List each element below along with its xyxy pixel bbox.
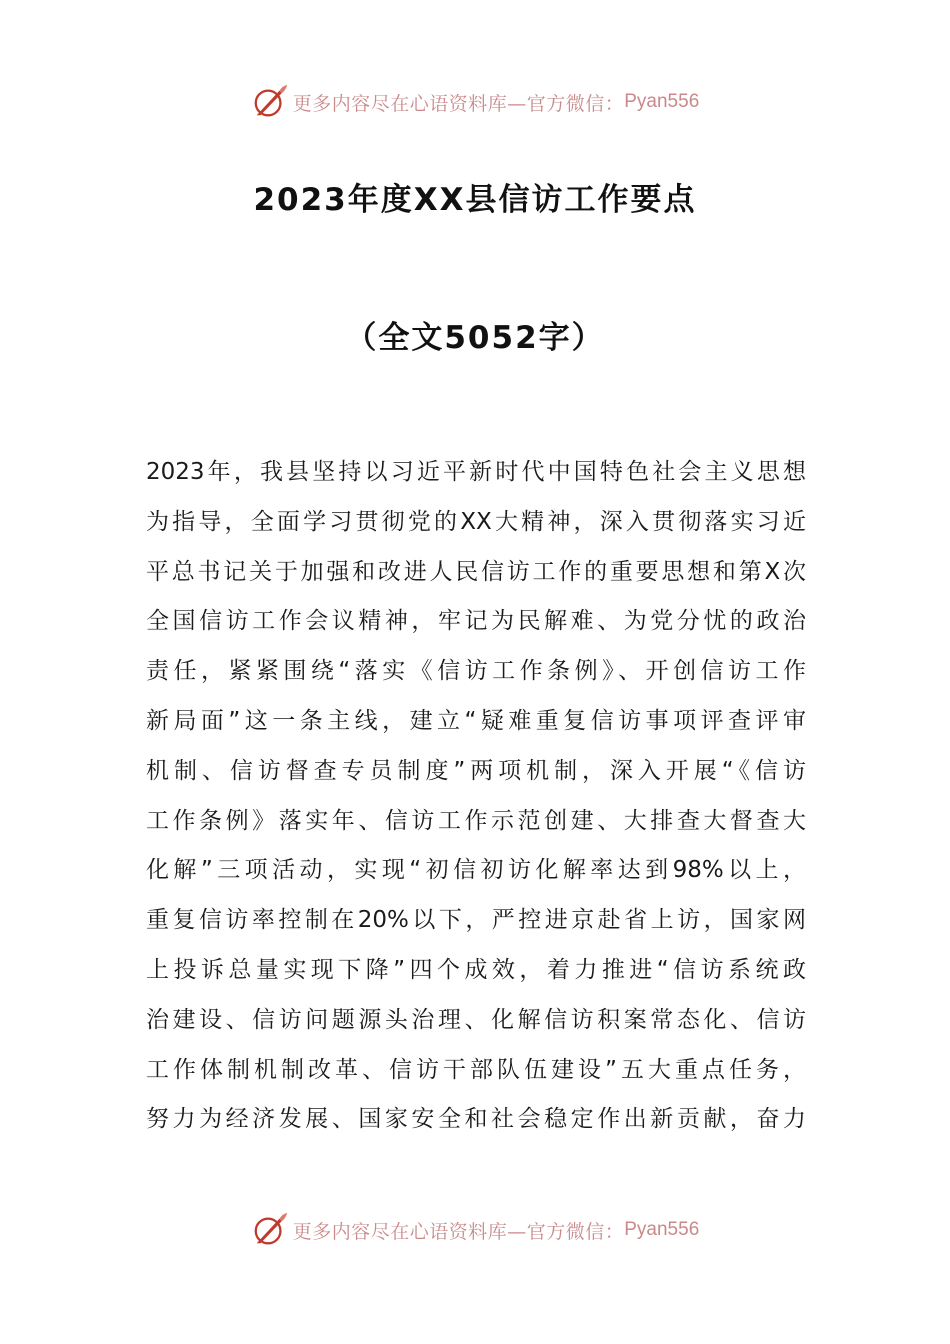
document-title: 2023年度XX县信访工作要点 <box>253 182 697 218</box>
watermark-wechat-id: Pyan556 <box>624 1219 700 1240</box>
body-line: 重复信访率控制在20%以下，严控进京赴省上访，国家网 <box>146 907 806 934</box>
body-line: 平总书记关于加强和改进人民信访工作的重要思想和第X次 <box>146 558 806 585</box>
body-line: 为指导，全面学习贯彻党的XX大精神，深入贯彻落实习近 <box>146 508 806 535</box>
body-line: 新局面”这一条主线，建立“疑难重复信访事项评查评审 <box>146 707 806 734</box>
body-line: 努力为经济发展、国家安全和社会稳定作出新贡献，奋力 <box>146 1106 806 1133</box>
body-line: 2023年，我县坚持以习近平新时代中国特色社会主义思想 <box>146 459 806 485</box>
body-line: 治建设、信访问题源头治理、化解信访积案常态化、信访 <box>146 1006 806 1033</box>
body-line: 工作体制机制改革、信访干部队伍建设”五大重点任务， <box>146 1056 806 1083</box>
watermark-text: 更多内容尽在心语资料库—官方微信： <box>292 92 625 115</box>
watermark-wechat-id: Pyan556 <box>624 91 700 112</box>
footer-watermark <box>0 1210 950 1250</box>
body-line: 上投诉总量实现下降”四个成效，着力推进“信访系统政 <box>146 956 806 983</box>
body-line: 化解”三项活动，实现“初信初访化解率达到98%以上， <box>146 857 806 884</box>
body-line: 机制、信访督查专员制度”两项机制，深入开展“《信访 <box>146 757 806 784</box>
watermark-text: 更多内容尽在心语资料库—官方微信： <box>292 1220 625 1243</box>
quill-logo-icon <box>251 83 289 121</box>
header-watermark <box>0 82 950 122</box>
body-line: 工作条例》落实年、信访工作示范创建、大排查大督查大 <box>146 807 806 834</box>
body-line: 全国信访工作会议精神，牢记为民解难、为党分忧的政治 <box>146 608 806 635</box>
document-body <box>146 454 806 1151</box>
quill-logo-icon <box>251 1211 289 1249</box>
document-subtitle: （全文5052字） <box>345 320 605 356</box>
body-line: 责任，紧紧围绕“落实《信访工作条例》、开创信访工作 <box>146 658 806 685</box>
